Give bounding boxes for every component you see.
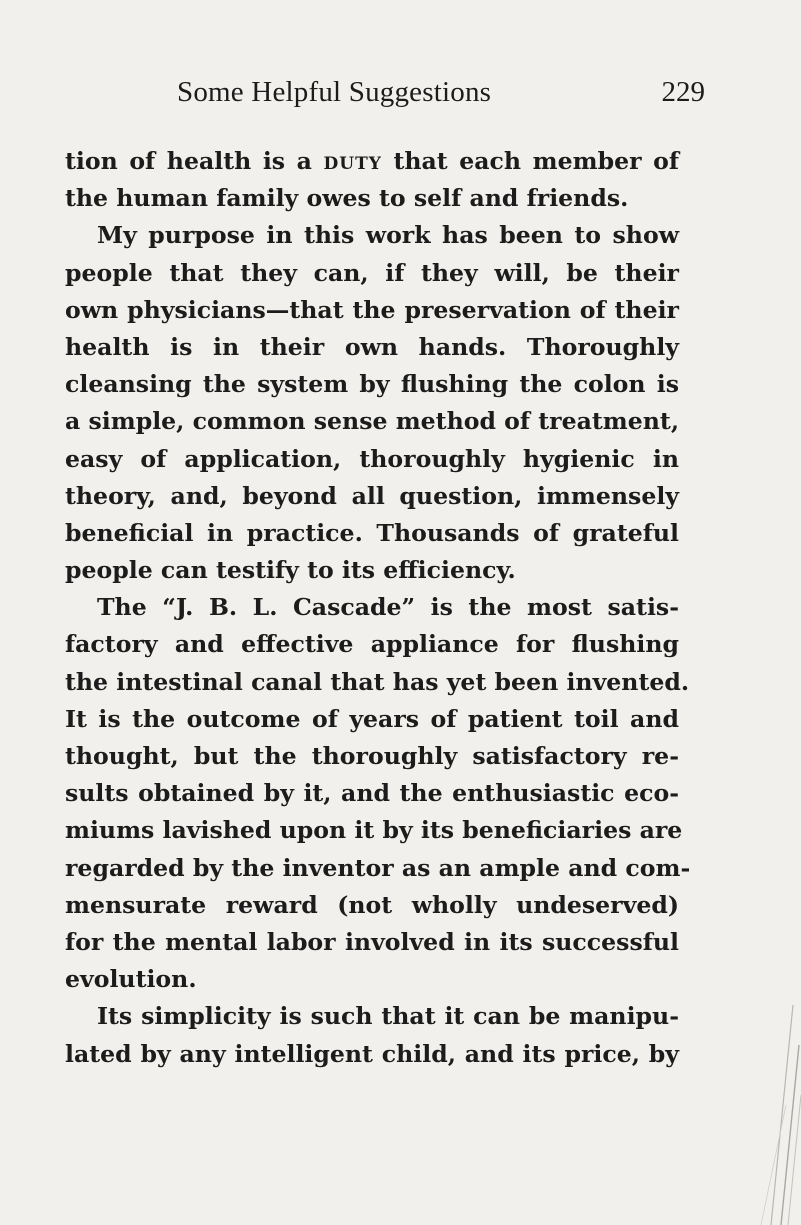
text-line-7: cleansing the system by flushing the colon is xyxy=(65,370,679,399)
running-title: Some Helpful Suggestions xyxy=(177,76,492,108)
text-line-1: tion of health is a duty that each member of xyxy=(65,147,679,175)
text-line-16: It is the outcome of years of patient toil and xyxy=(65,704,679,733)
text-line-17: thought, but the thoroughly satisfactory re- xyxy=(65,742,679,770)
text-line-4: people that they can, if they will, be their xyxy=(65,258,679,287)
text-line-22: for the mental labor involved in its successful xyxy=(65,927,679,956)
text-line-19: miums lavished upon it by its beneficiaries are xyxy=(65,816,683,845)
text-line-25: lated by any intelligent child, and its price, by xyxy=(65,1039,679,1068)
body-text xyxy=(65,143,691,1073)
text-line-24: Its simplicity is such that it can be manipu- xyxy=(97,1002,679,1031)
text-line-13: The “J. B. L. Cascade” is the most satis- xyxy=(97,593,679,622)
running-head xyxy=(177,76,717,116)
text-line-5: own physicians—that the preservation of their xyxy=(65,295,679,324)
text-line-14: factory and effective appliance for flushing xyxy=(65,630,679,659)
text-line-23: evolution. xyxy=(65,965,197,994)
text-line-15: the intestinal canal that has yet been invented. xyxy=(65,667,690,696)
text-line-8: a simple, common sense method of treatment, xyxy=(65,407,680,436)
text-line-6: health is in their own hands. Thoroughly xyxy=(65,332,679,361)
text-line-3: My purpose in this work has been to show xyxy=(97,221,679,250)
text-line-21: mensurate reward (not wholly undeserved) xyxy=(65,890,679,919)
text-line-12: people can testify to its efficiency. xyxy=(65,556,516,585)
text-line-2: the human family owes to self and friends. xyxy=(65,184,629,213)
small-caps-word: duty xyxy=(323,147,382,175)
text-line-20: regarded by the inventor as an ample and com- xyxy=(65,853,691,882)
text-line-10: theory, and, beyond all question, immensely xyxy=(65,481,679,510)
page-number: 229 xyxy=(661,76,705,108)
text-line-9: easy of application, thoroughly hygienic in xyxy=(65,444,679,473)
scan-edge-marks xyxy=(731,985,801,1225)
text-line-11: beneficial in practice. Thousands of grateful xyxy=(65,518,679,547)
text-line-18: sults obtained by it, and the enthusiastic eco- xyxy=(65,779,679,808)
